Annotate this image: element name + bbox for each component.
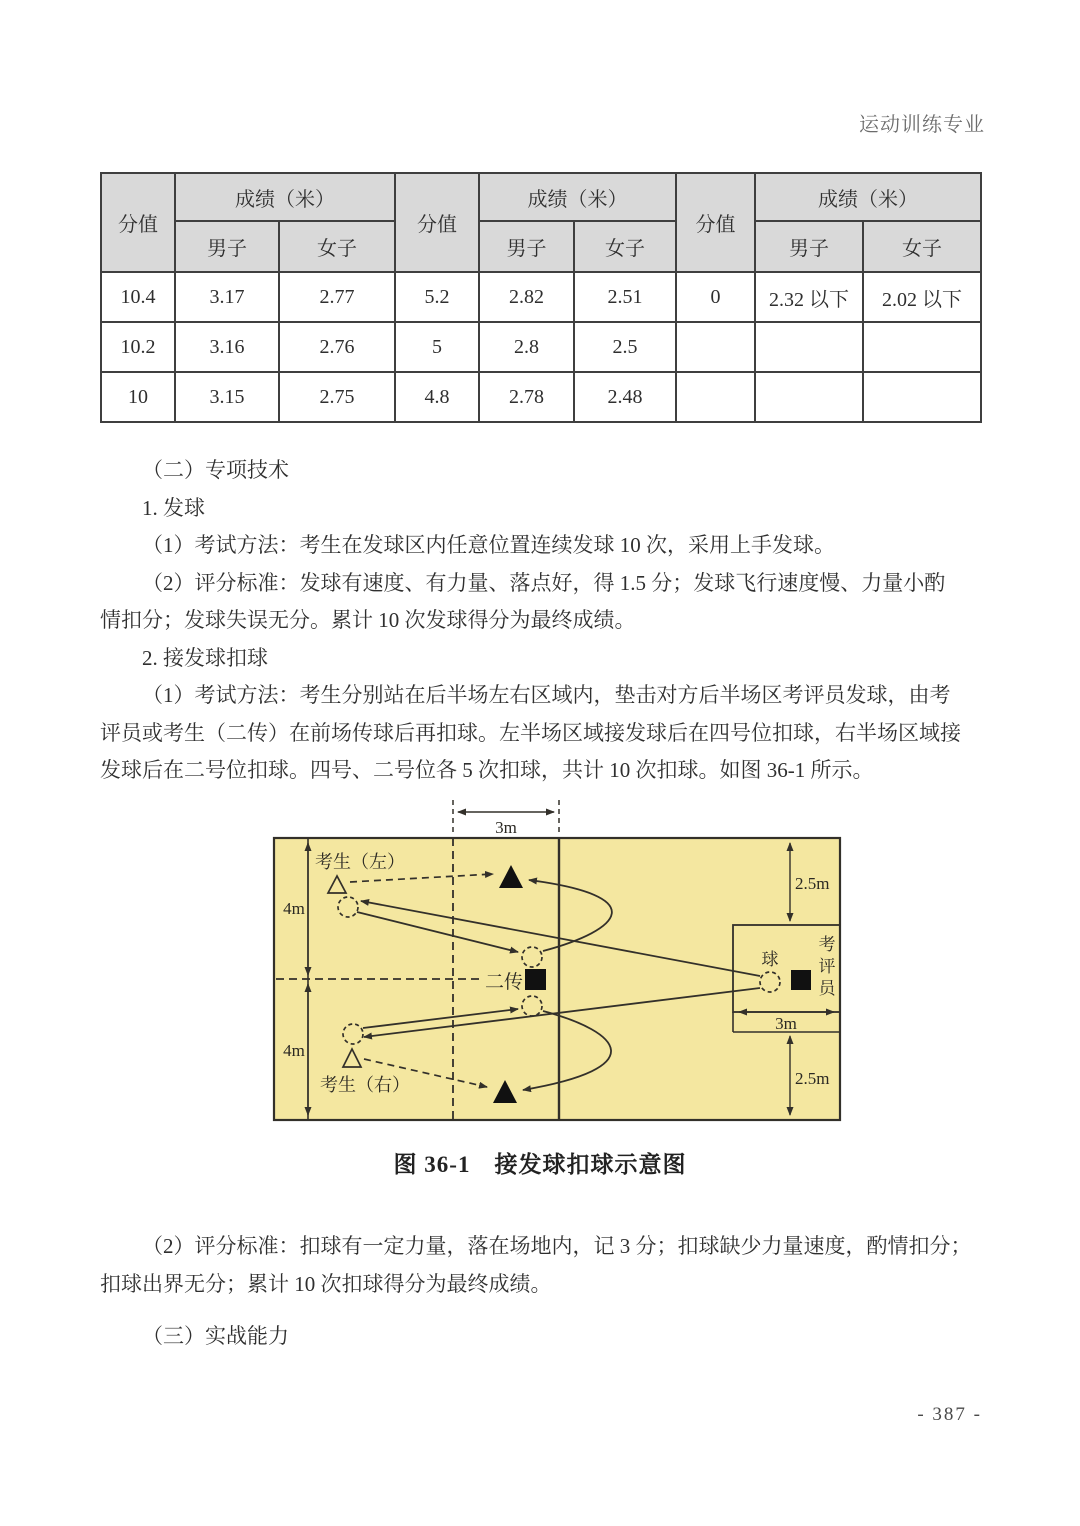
dim-25m-top-label: 2.5m [795, 874, 830, 893]
score-table [100, 172, 982, 423]
paragraph-line: 发球后在二号位扣球。四号、二号位各 5 次扣球，共计 10 次扣球。如图 36-1 所示。 [100, 758, 874, 782]
col-header-male-3: 男子 [755, 221, 863, 272]
col-header-result-2: 成绩（米） [479, 173, 676, 221]
cell: 10 [101, 372, 175, 422]
col-header-male-2: 男子 [479, 221, 574, 272]
col-header-female-3: 女子 [863, 221, 981, 272]
examiner-label: 员 [818, 979, 836, 998]
dim-3m-right-label: 3m [775, 1014, 797, 1033]
dim-25m-bottom-label: 2.5m [795, 1069, 830, 1088]
setter-marker [525, 969, 546, 990]
figure-caption: 图 36-1 接发球扣球示意图 [393, 1152, 687, 1177]
item-2-spike-heading: 2. 接发球扣球 [142, 645, 268, 670]
running-header: 运动训练专业 [859, 114, 985, 136]
section-2-heading: （二）专项技术 [142, 458, 289, 482]
col-header-male-1: 男子 [175, 221, 279, 272]
page-number: - 387 - [917, 1404, 982, 1425]
cell: 10.4 [101, 272, 175, 322]
cell: 5 [395, 322, 479, 372]
dim-3m-top-label: 3m [495, 818, 517, 837]
col-header-score-2: 分值 [395, 173, 479, 272]
cell: 2.77 [279, 272, 395, 322]
cell: 3.16 [175, 322, 279, 372]
cell: 3.15 [175, 372, 279, 422]
cell [755, 372, 863, 422]
col-header-result-1: 成绩（米） [175, 173, 395, 221]
examiner-marker [791, 970, 811, 990]
cell: 0 [676, 272, 755, 322]
cell: 2.8 [479, 322, 574, 372]
candidate-left-label: 考生（左） [315, 852, 405, 872]
paragraph-line: （1）考试方法：考生分别站在后半场左右区域内，垫击对方后半场区考评员发球，由考 [142, 683, 951, 707]
cell [863, 372, 981, 422]
section-3-heading: （三）实战能力 [142, 1324, 289, 1348]
col-header-score-3: 分值 [676, 173, 755, 272]
col-header-score-1: 分值 [101, 173, 175, 272]
examiner-label: 考 [818, 935, 836, 954]
cell [676, 372, 755, 422]
setter-label: 二传 [484, 972, 523, 993]
cell: 5.2 [395, 272, 479, 322]
body-text-upper [100, 452, 986, 790]
cell: 2.78 [479, 372, 574, 422]
table-row [101, 322, 981, 372]
cell [755, 322, 863, 372]
cell: 2.51 [574, 272, 676, 322]
paragraph-line: （1）考试方法：考生在发球区内任意位置连续发球 10 次，采用上手发球。 [142, 533, 835, 557]
col-header-result-3: 成绩（米） [755, 173, 981, 221]
dim-4m-top-label: 4m [283, 899, 305, 918]
cell: 2.48 [574, 372, 676, 422]
examiner-label: 评 [818, 957, 836, 976]
cell [676, 322, 755, 372]
body-text-lower [100, 1228, 986, 1303]
cell: 2.5 [574, 322, 676, 372]
cell: 2.82 [479, 272, 574, 322]
cell: 4.8 [395, 372, 479, 422]
table-row [101, 372, 981, 422]
col-header-female-1: 女子 [279, 221, 395, 272]
table-row [101, 272, 981, 322]
dim-4m-bottom-label: 4m [283, 1041, 305, 1060]
cell: 10.2 [101, 322, 175, 372]
item-1-serve-heading: 1. 发球 [142, 495, 205, 520]
court-diagram [240, 790, 880, 1140]
paragraph-line: （2）评分标准：扣球有一定力量，落在场地内，记 3 分；扣球缺少力量速度，酌情扣分； [142, 1234, 972, 1258]
candidate-right-label: 考生（右） [320, 1075, 410, 1095]
paragraph-line: 扣球出界无分；累计 10 次扣球得分为最终成绩。 [100, 1271, 552, 1296]
cell: 2.02 以下 [863, 272, 981, 322]
cell: 3.17 [175, 272, 279, 322]
paragraph-line: （2）评分标准：发球有速度、有力量、落点好，得 1.5 分；发球飞行速度慢、力量小酌 [142, 570, 946, 595]
cell: 2.32 以下 [755, 272, 863, 322]
paragraph-line: 评员或考生（二传）在前场传球后再扣球。左半场区域接发球后在四号位扣球，右半场区域接 [100, 720, 961, 745]
cell: 2.75 [279, 372, 395, 422]
paragraph-line: 情扣分；发球失误无分。累计 10 次发球得分为最终成绩。 [100, 608, 636, 632]
section-3-heading-block [100, 1318, 986, 1356]
cell [863, 322, 981, 372]
cell: 2.76 [279, 322, 395, 372]
col-header-female-2: 女子 [574, 221, 676, 272]
ball-label: 球 [761, 950, 779, 969]
